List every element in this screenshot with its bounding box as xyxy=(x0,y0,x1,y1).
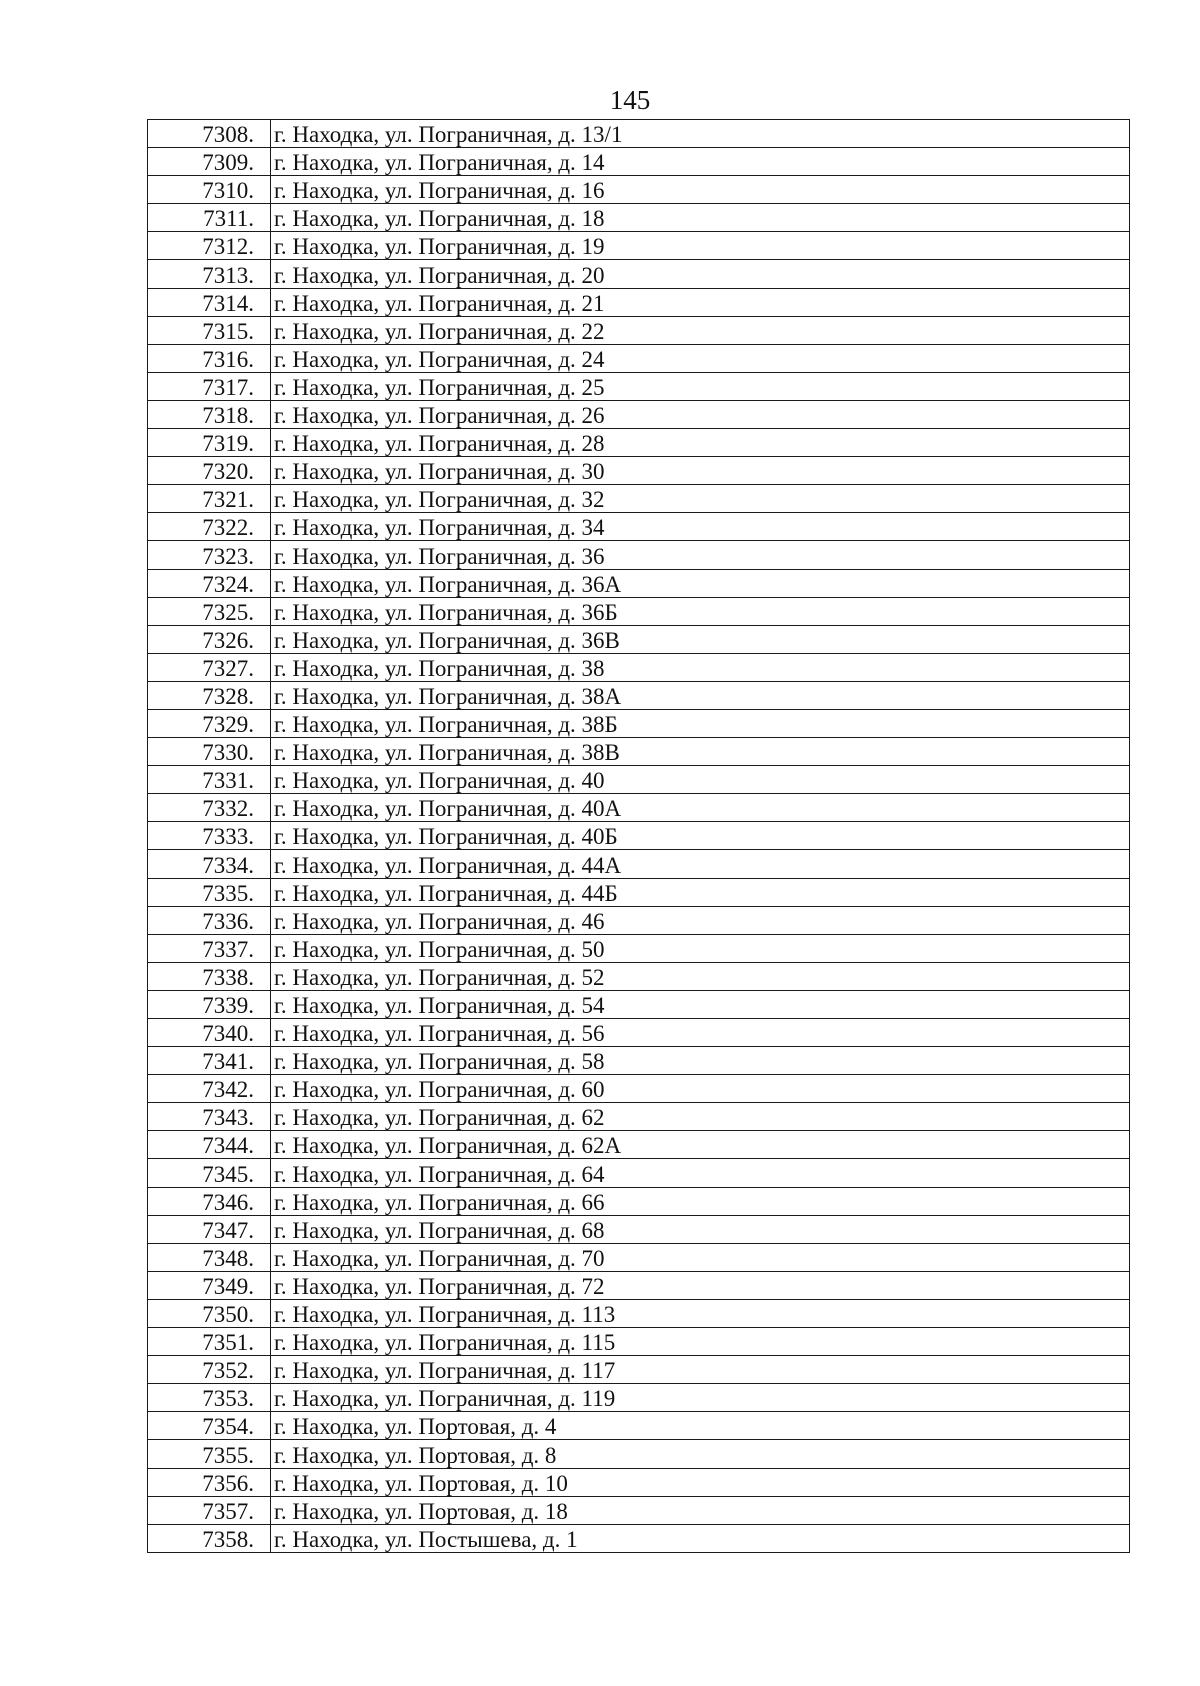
row-number: 7324. xyxy=(148,569,271,597)
row-address: г. Находка, ул. Пограничная, д. 22 xyxy=(271,316,1130,344)
table-row xyxy=(148,429,1130,457)
row-number: 7331. xyxy=(148,766,271,794)
row-address: г. Находка, ул. Пограничная, д. 54 xyxy=(271,990,1130,1018)
row-address: г. Находка, ул. Пограничная, д. 34 xyxy=(271,513,1130,541)
row-address: г. Находка, ул. Пограничная, д. 44Б xyxy=(271,878,1130,906)
row-address: г. Находка, ул. Пограничная, д. 28 xyxy=(271,429,1130,457)
table-row xyxy=(148,1328,1130,1356)
row-number: 7326. xyxy=(148,625,271,653)
row-address: г. Находка, ул. Пограничная, д. 60 xyxy=(271,1075,1130,1103)
table-row xyxy=(148,822,1130,850)
row-number: 7356. xyxy=(148,1468,271,1496)
table-row xyxy=(148,1019,1130,1047)
row-number: 7312. xyxy=(148,232,271,260)
row-address: г. Находка, ул. Портовая, д. 8 xyxy=(271,1440,1130,1468)
row-number: 7317. xyxy=(148,372,271,400)
row-number: 7318. xyxy=(148,400,271,428)
table-row xyxy=(148,1468,1130,1496)
table-row xyxy=(148,709,1130,737)
row-address: г. Находка, ул. Пограничная, д. 19 xyxy=(271,232,1130,260)
row-address: г. Находка, ул. Пограничная, д. 38А xyxy=(271,681,1130,709)
row-address: г. Находка, ул. Пограничная, д. 40Б xyxy=(271,822,1130,850)
table-row xyxy=(148,316,1130,344)
row-number: 7348. xyxy=(148,1243,271,1271)
table-row xyxy=(148,148,1130,176)
row-address: г. Находка, ул. Пограничная, д. 62 xyxy=(271,1103,1130,1131)
row-number: 7330. xyxy=(148,738,271,766)
row-number: 7336. xyxy=(148,906,271,934)
table-row xyxy=(148,513,1130,541)
row-address: г. Находка, ул. Пограничная, д. 26 xyxy=(271,400,1130,428)
table-row xyxy=(148,990,1130,1018)
row-number: 7346. xyxy=(148,1187,271,1215)
table-row xyxy=(148,1047,1130,1075)
row-number: 7353. xyxy=(148,1384,271,1412)
row-number: 7354. xyxy=(148,1412,271,1440)
row-address: г. Находка, ул. Пограничная, д. 25 xyxy=(271,372,1130,400)
row-address: г. Находка, ул. Пограничная, д. 36 xyxy=(271,541,1130,569)
row-address: г. Находка, ул. Пограничная, д. 20 xyxy=(271,260,1130,288)
row-address: г. Находка, ул. Пограничная, д. 36В xyxy=(271,625,1130,653)
table-row xyxy=(148,738,1130,766)
row-number: 7322. xyxy=(148,513,271,541)
row-address: г. Находка, ул. Пограничная, д. 38Б xyxy=(271,709,1130,737)
row-address: г. Находка, ул. Пограничная, д. 66 xyxy=(271,1187,1130,1215)
row-number: 7337. xyxy=(148,934,271,962)
row-number: 7339. xyxy=(148,990,271,1018)
table-row xyxy=(148,1384,1130,1412)
table-row xyxy=(148,850,1130,878)
row-address: г. Находка, ул. Пограничная, д. 38В xyxy=(271,738,1130,766)
row-address: г. Находка, ул. Пограничная, д. 18 xyxy=(271,204,1130,232)
row-address: г. Находка, ул. Пограничная, д. 64 xyxy=(271,1159,1130,1187)
row-number: 7344. xyxy=(148,1131,271,1159)
row-number: 7355. xyxy=(148,1440,271,1468)
row-number: 7343. xyxy=(148,1103,271,1131)
row-address: г. Находка, ул. Постышева, д. 1 xyxy=(271,1524,1130,1552)
row-address: г. Находка, ул. Пограничная, д. 40 xyxy=(271,766,1130,794)
row-number: 7338. xyxy=(148,962,271,990)
table-row xyxy=(148,260,1130,288)
table-row xyxy=(148,232,1130,260)
table-row xyxy=(148,1159,1130,1187)
table-row xyxy=(148,1075,1130,1103)
table-row xyxy=(148,794,1130,822)
row-address: г. Находка, ул. Пограничная, д. 21 xyxy=(271,288,1130,316)
row-address: г. Находка, ул. Пограничная, д. 113 xyxy=(271,1299,1130,1327)
row-number: 7321. xyxy=(148,485,271,513)
table-row xyxy=(148,1103,1130,1131)
table-row xyxy=(148,653,1130,681)
row-address: г. Находка, ул. Пограничная, д. 72 xyxy=(271,1271,1130,1299)
row-number: 7341. xyxy=(148,1047,271,1075)
row-number: 7316. xyxy=(148,344,271,372)
row-number: 7325. xyxy=(148,597,271,625)
table-row xyxy=(148,457,1130,485)
table-row xyxy=(148,288,1130,316)
table-row xyxy=(148,204,1130,232)
row-address: г. Находка, ул. Пограничная, д. 115 xyxy=(271,1328,1130,1356)
table-row xyxy=(148,1496,1130,1524)
row-number: 7340. xyxy=(148,1019,271,1047)
row-number: 7350. xyxy=(148,1299,271,1327)
row-number: 7320. xyxy=(148,457,271,485)
table-row xyxy=(148,625,1130,653)
row-address: г. Находка, ул. Пограничная, д. 70 xyxy=(271,1243,1130,1271)
table-row xyxy=(148,485,1130,513)
row-number: 7310. xyxy=(148,176,271,204)
row-number: 7327. xyxy=(148,653,271,681)
table-row xyxy=(148,1440,1130,1468)
row-address: г. Находка, ул. Портовая, д. 18 xyxy=(271,1496,1130,1524)
table-row xyxy=(148,1524,1130,1552)
row-number: 7315. xyxy=(148,316,271,344)
page-number: 145 xyxy=(609,85,651,115)
row-address: г. Находка, ул. Пограничная, д. 36А xyxy=(271,569,1130,597)
table-row xyxy=(148,1299,1130,1327)
row-address: г. Находка, ул. Пограничная, д. 14 xyxy=(271,148,1130,176)
row-address: г. Находка, ул. Пограничная, д. 38 xyxy=(271,653,1130,681)
row-address: г. Находка, ул. Пограничная, д. 24 xyxy=(271,344,1130,372)
table-row xyxy=(148,1131,1130,1159)
row-address: г. Находка, ул. Пограничная, д. 68 xyxy=(271,1215,1130,1243)
row-number: 7333. xyxy=(148,822,271,850)
row-address: г. Находка, ул. Пограничная, д. 40А xyxy=(271,794,1130,822)
row-number: 7311. xyxy=(148,204,271,232)
address-table xyxy=(147,119,1130,1553)
row-address: г. Находка, ул. Пограничная, д. 119 xyxy=(271,1384,1130,1412)
row-number: 7313. xyxy=(148,260,271,288)
table-row xyxy=(148,400,1130,428)
row-number: 7308. xyxy=(148,120,271,148)
row-number: 7319. xyxy=(148,429,271,457)
row-number: 7352. xyxy=(148,1356,271,1384)
table-row xyxy=(148,1356,1130,1384)
row-number: 7329. xyxy=(148,709,271,737)
row-number: 7349. xyxy=(148,1271,271,1299)
row-number: 7314. xyxy=(148,288,271,316)
row-number: 7342. xyxy=(148,1075,271,1103)
table-row xyxy=(148,681,1130,709)
table-row xyxy=(148,1271,1130,1299)
row-number: 7309. xyxy=(148,148,271,176)
row-number: 7332. xyxy=(148,794,271,822)
row-address: г. Находка, ул. Пограничная, д. 56 xyxy=(271,1019,1130,1047)
row-address: г. Находка, ул. Пограничная, д. 58 xyxy=(271,1047,1130,1075)
table-row xyxy=(148,597,1130,625)
row-address: г. Находка, ул. Пограничная, д. 62А xyxy=(271,1131,1130,1159)
row-address: г. Находка, ул. Пограничная, д. 36Б xyxy=(271,597,1130,625)
table-row xyxy=(148,1412,1130,1440)
row-number: 7357. xyxy=(148,1496,271,1524)
row-address: г. Находка, ул. Пограничная, д. 32 xyxy=(271,485,1130,513)
row-address: г. Находка, ул. Пограничная, д. 44А xyxy=(271,850,1130,878)
table-row xyxy=(148,934,1130,962)
row-address: г. Находка, ул. Портовая, д. 4 xyxy=(271,1412,1130,1440)
table-row xyxy=(148,766,1130,794)
row-address: г. Находка, ул. Пограничная, д. 16 xyxy=(271,176,1130,204)
row-address: г. Находка, ул. Пограничная, д. 52 xyxy=(271,962,1130,990)
table-row xyxy=(148,541,1130,569)
table-row xyxy=(148,344,1130,372)
table-row xyxy=(148,569,1130,597)
row-number: 7335. xyxy=(148,878,271,906)
table-row xyxy=(148,1187,1130,1215)
row-number: 7351. xyxy=(148,1328,271,1356)
table-row xyxy=(148,1215,1130,1243)
row-address: г. Находка, ул. Пограничная, д. 13/1 xyxy=(271,120,1130,148)
address-table-body xyxy=(148,120,1130,1553)
row-address: г. Находка, ул. Пограничная, д. 30 xyxy=(271,457,1130,485)
row-number: 7358. xyxy=(148,1524,271,1552)
table-row xyxy=(148,176,1130,204)
row-address: г. Находка, ул. Пограничная, д. 46 xyxy=(271,906,1130,934)
row-number: 7334. xyxy=(148,850,271,878)
table-row xyxy=(148,120,1130,148)
table-row xyxy=(148,372,1130,400)
row-address: г. Находка, ул. Пограничная, д. 117 xyxy=(271,1356,1130,1384)
row-address: г. Находка, ул. Пограничная, д. 50 xyxy=(271,934,1130,962)
table-row xyxy=(148,1243,1130,1271)
table-row xyxy=(148,878,1130,906)
table-row xyxy=(148,906,1130,934)
row-number: 7328. xyxy=(148,681,271,709)
row-number: 7323. xyxy=(148,541,271,569)
row-address: г. Находка, ул. Портовая, д. 10 xyxy=(271,1468,1130,1496)
row-number: 7347. xyxy=(148,1215,271,1243)
row-number: 7345. xyxy=(148,1159,271,1187)
table-row xyxy=(148,962,1130,990)
